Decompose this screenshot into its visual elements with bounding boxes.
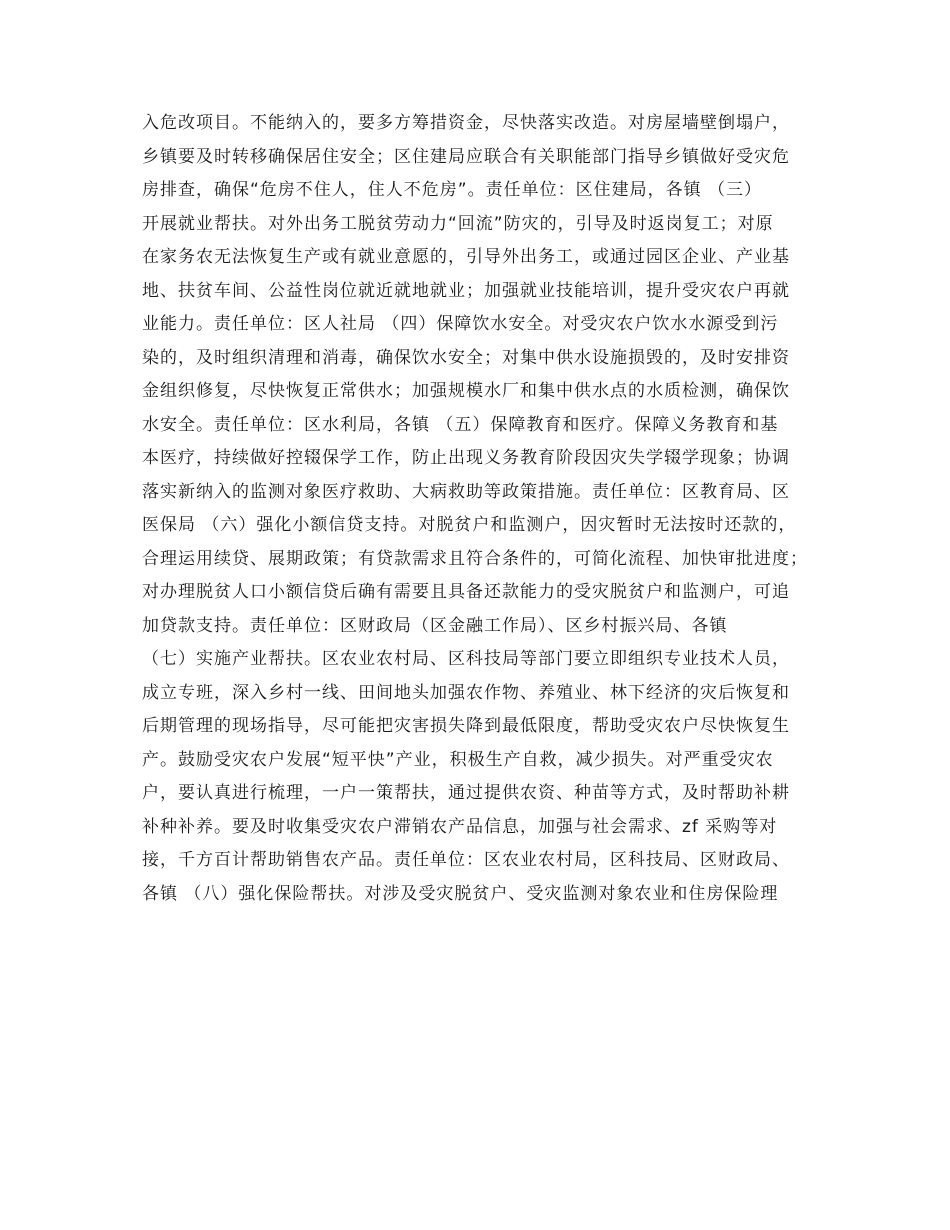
text-line: 本医疗，持续做好控辍保学工作，防止出现义务教育阶段因灾失学辍学现象；协调 — [142, 448, 790, 468]
text-line: 接，千方百计帮助销售农产品。责任单位：区农业农村局，区科技局、区财政局、 — [142, 850, 790, 870]
text-line: 入危改项目。不能纳入的，要多方筹措资金，尽快落实改造。对房屋墙壁倒塌户， — [142, 113, 790, 133]
text-line: 在家务农无法恢复生产或有就业意愿的，引导外出务工，或通过园区企业、产业基 — [142, 247, 790, 267]
text-line: 业能力。责任单位：区人社局 （四）保障饮水安全。对受灾农户饮水水源受到污 — [142, 314, 779, 334]
text-line: （七）实施产业帮扶。区农业农村局、区科技局等部门要立即组织专业技术人员， — [142, 649, 790, 669]
text-line: 乡镇要及时转移确保居住安全；区住建局应联合有关职能部门指导乡镇做好受灾危 — [142, 146, 790, 167]
text-line: 补种补养。要及时收集受灾农户滞销农产品信息，加强与社会需求、zf 采购等对 — [142, 816, 778, 837]
text-line: 房排查，确保“危房不住人，住人不危房”。责任单位：区住建局，各镇 （三） — [142, 180, 763, 200]
body-text — [142, 107, 832, 911]
text-line: 水安全。责任单位：区水利局，各镇 （五）保障教育和医疗。保障义务教育和基 — [142, 414, 779, 435]
text-line: 医保局 （六）强化小额信贷支持。对脱贫户和监测户，因灾暂时无法按时还款的， — [142, 515, 797, 535]
text-line: 落实新纳入的监测对象医疗救助、大病救助等政策措施。责任单位：区教育局、区 — [142, 481, 790, 502]
text-line: 户，要认真进行梳理，一户一策帮扶，通过提供农资、种苗等方式，及时帮助补耕 — [142, 783, 790, 803]
text-line: 合理运用续贷、展期政策；有贷款需求且符合条件的，可简化流程、加快审批进度； — [142, 548, 808, 569]
text-line: 金组织修复，尽快恢复正常供水；加强规模水厂和集中供水点的水质检测，确保饮 — [142, 381, 790, 401]
text-line: 开展就业帮扶。对外出务工脱贫劳动力“回流”防灾的，引导及时返岗复工；对原 — [142, 213, 774, 234]
text-line: 染的，及时组织清理和消毒，确保饮水安全；对集中供水设施损毁的，及时安排资 — [142, 347, 790, 368]
text-line: 加贷款支持。责任单位：区财政局（区金融工作局）、区乡村振兴局、各镇 — [142, 615, 728, 636]
text-line: 成立专班，深入乡村一线、田间地头加强农作物、养殖业、林下经济的灾后恢复和 — [142, 682, 790, 703]
text-line: 地、扶贫车间、公益性岗位就近就地就业；加强就业技能培训，提升受灾农户再就 — [142, 280, 790, 301]
text-line: 后期管理的现场指导，尽可能把灾害损失降到最低限度，帮助受灾农户尽快恢复生 — [142, 716, 790, 736]
text-line: 对办理脱贫人口小额信贷后确有需要且具备还款能力的受灾脱贫户和监测户，可追 — [142, 582, 790, 602]
text-line: 各镇 （八）强化保险帮扶。对涉及受灾脱贫户、受灾监测对象农业和住房保险理 — [142, 883, 779, 904]
text-line: 产。鼓励受灾农户发展“短平快”产业，积极生产自救，减少损失。对严重受灾农 — [142, 749, 774, 770]
